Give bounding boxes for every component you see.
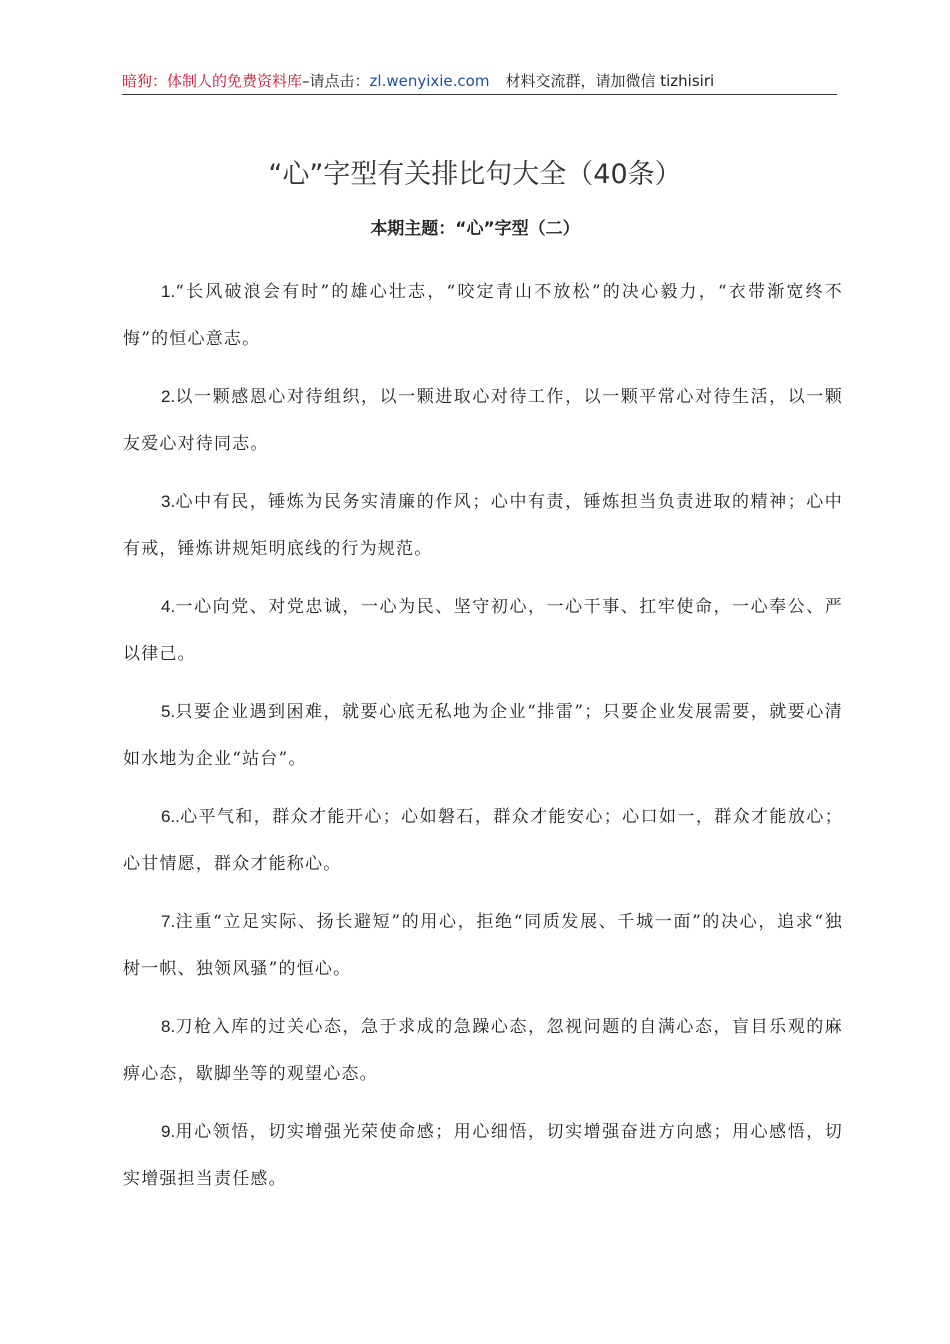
header-prompt: –请点击：: [302, 72, 370, 90]
list-item: [123, 268, 843, 363]
list-item: [123, 898, 843, 993]
item-number: 8.: [161, 1017, 176, 1036]
item-number: 3.: [161, 492, 176, 511]
page-header: [122, 70, 837, 95]
header-brand: 暗狗：体制人的免费资料库: [122, 72, 303, 90]
item-text: 心平气和，群众才能开心；心如磐石，群众才能安心；心口如一，群众才能放心；心甘情愿，群众才能称心。: [123, 807, 843, 874]
item-text: “长风破浪会有时”的雄心壮志，“咬定青山不放松”的决心毅力，“衣带渐宽终不悔”的恒心意志。: [123, 282, 843, 349]
list-item: [123, 478, 843, 573]
document-title: “心”字型有关排比句大全（40条）: [268, 159, 682, 190]
item-number: 9.: [161, 1122, 176, 1141]
item-text: 只要企业遇到困难，就要心底无私地为企业“排雷”；只要企业发展需要，就要心清如水地为企业“站台”。: [123, 702, 843, 769]
list-item: [123, 688, 843, 783]
item-text: 心中有民，锤炼为民务实清廉的作风；心中有责，锤炼担当负责进取的精神；心中有戒，锤炼讲规矩明底线的行为规范。: [123, 492, 843, 559]
list-item: [123, 793, 843, 888]
list-item: [123, 373, 843, 468]
item-text: 刀枪入库的过关心态，急于求成的急躁心态，忽视问题的自满心态，盲目乐观的麻痹心态，歇脚坐等的观望心态。: [123, 1017, 843, 1084]
item-text: 一心向党、对党忠诚，一心为民、坚守初心，一心干事、扛牢使命，一心奉公、严以律己。: [123, 597, 843, 664]
document-subtitle: 本期主题：“心”字型（二）: [370, 219, 580, 239]
item-text: 用心领悟，切实增强光荣使命感；用心细悟，切实增强奋进方向感；用心感悟，切实增强担当责任感。: [123, 1122, 843, 1189]
item-text: 注重“立足实际、扬长避短”的用心，拒绝“同质发展、千城一面”的决心，追求“独树一帜、独领风骚”的恒心。: [123, 912, 843, 979]
sentence-list: [123, 268, 843, 1213]
list-item: [123, 1108, 843, 1203]
item-number: 7.: [161, 912, 176, 931]
item-number: 1.: [161, 282, 176, 301]
item-number: 6..: [161, 807, 180, 826]
list-item: [123, 583, 843, 678]
item-number: 2.: [161, 387, 176, 406]
item-number: 4.: [161, 597, 176, 616]
item-number: 5.: [161, 702, 176, 721]
header-contact: 材料交流群，请加微信 tizhisiri: [505, 72, 715, 90]
list-item: [123, 1003, 843, 1098]
header-url-link[interactable]: zl.wenyixie.com: [369, 72, 490, 90]
item-text: 以一颗感恩心对待组织，以一颗进取心对待工作，以一颗平常心对待生活，以一颗友爱心对待同志。: [123, 387, 843, 454]
